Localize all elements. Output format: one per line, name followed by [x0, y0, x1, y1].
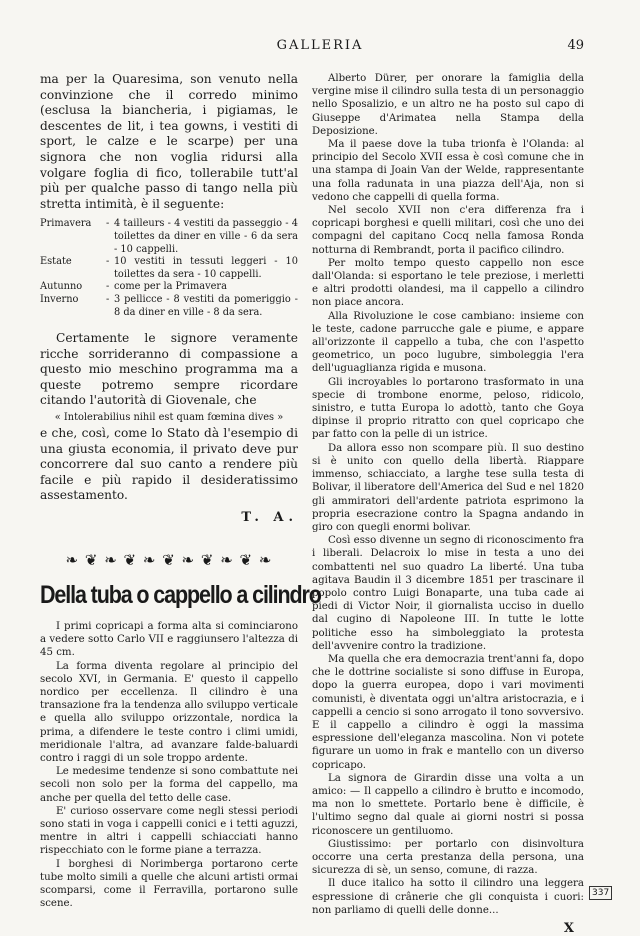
- article-paragraph: La signora de Girardin disse una volta a un amico: — Il cappello a cilindro è brutto e incomodo, ma non lo smettete. Portarlo bene è difficile, è l'ultimo segno dal quale ai giorni nostri si possa riconoscere un gentiluomo.: [312, 772, 584, 837]
- article-paragraph: Il duce italico ha sotto il cilindro una leggera espressione di crânerie che gli conquista i cuori: non parliamo di quelli delle donne...: [312, 878, 584, 916]
- intro-paragraph: ma per la Quaresima, son venuto nella convinzione che il corredo minimo (esclusa la biancheria, i pigiamas, le descentes de lit, i tea gowns, i vestiti di sport, le calze e le scarpe) per una signora che non voglia ridursi alla volgare foglia di fico, tollerabile tutt'al più per qualche passo di tango nella più stretta intimità, è il seguente:: [40, 72, 298, 211]
- article-paragraph: Per molto tempo questo cappello non esce dall'Olanda: si esportano le tele preziose, i merletti e altri prodotti olandesi, ma il cappello a cilindro non piace ancora.: [312, 257, 584, 309]
- season-row: Primavera - 4 tailleurs - 4 vestiti da passeggio - 4 toilettes da diner en ville - 6 da sera - 10 cappelli.: [40, 218, 298, 255]
- season-row: Autunno - come per la Primavera: [40, 281, 298, 294]
- article-title: Della tuba o cappello a cilindro: [40, 581, 321, 610]
- decorative-ornament: ❧ ❦ ❧ ❦ ❧ ❦ ❧ ❦ ❧ ❦ ❧: [65, 551, 273, 570]
- page-header: [0, 38, 640, 58]
- body-paragraph: Certamente le signore veramente ricche sorrideranno di compassione a questo mio meschino programma ma a queste potremo sempre ricordare citando l'autorità di Giovenale, che: [40, 331, 298, 408]
- season-items: 4 tailleurs - 4 vestiti da passeggio - 4 toilettes da diner en ville - 6 da sera - 10 cappelli.: [114, 218, 298, 255]
- author-signature: T. A.: [241, 510, 298, 526]
- article-paragraph: I borghesi di Norimberga portarono certe tube molto simili a quelle che alcuni artisti ormai scomparsi, come il Ferravilla, portarono sulle scene.: [40, 858, 298, 910]
- season-label: Autunno: [40, 281, 83, 293]
- article-paragraph: La forma diventa regolare al principio del secolo XVI, in Germania. E' questo il cappello nordico per eccellenza. Il cilindro è una transazione fra la tendenza allo sviluppo verticale e quella allo sviluppo orizzontale, nordica la prima, a difendere le teste contro i climi umidi, meridionale l'altra, ad avanzare falde-baluardi contro i raggi di un sole troppo ardente.: [40, 660, 298, 765]
- season-row: Estate - 10 vestiti in tessuti leggeri - 10 toilettes da sera - 10 cappelli.: [40, 256, 298, 280]
- season-items: 3 pellicce - 8 vestiti da pomeriggio - 8 da diner en ville - 8 da sera.: [114, 293, 298, 318]
- article-paragraph: Gli incroyables lo portarono trasformato in una specie di trombone enorme, peloso, ridicolo, sinistro, e tutta Europa lo adottò, tanto che Goya dipinse il proprio ritratto con quel copricapo che par fatto con la pelle di un istrice.: [312, 376, 584, 441]
- season-label: Primavera: [40, 218, 92, 230]
- season-items: 10 vestiti in tessuti leggeri - 10 toilettes da sera - 10 cappelli.: [114, 256, 298, 280]
- season-label: Inverno: [40, 293, 79, 305]
- article-signature: X: [563, 921, 574, 936]
- running-title: GALLERIA: [276, 38, 364, 53]
- article-paragraph: Le medesime tendenze si sono combattute nei secoli non solo per la forma del cappello, ma anche per quella del tetto delle case.: [40, 766, 298, 804]
- latin-epigraph: « Intolerabilius nihil est quam fœmina dives »: [54, 412, 284, 424]
- article-paragraph: Alla Rivoluzione le cose cambiano: insieme con le teste, cadone parrucche gale e piume, e appare all'orizzonte il cappello a tuba, che con l'aspetto geometrico, un poco lugubre, simboleggia l'era dell'uguaglianza rigida e musona.: [312, 310, 584, 375]
- article-paragraph: Giustissimo: per portarlo con disinvoltura occorre una certa prestanza della persona, una sicurezza di sè, un senso, comune, di razza.: [312, 838, 584, 877]
- archive-stamp: 337: [589, 886, 612, 900]
- article-paragraph: E' curioso osservare come negli stessi periodi sono stati in voga i cappelli conici e i tetti aguzzi, mentre in altri i cappelli schiacciati hanno rispecchiato con le forme piane a terrazza.: [40, 805, 298, 857]
- season-label: Estate: [40, 256, 72, 268]
- article-paragraph: Nel secolo XVII non c'era differenza fra i copricapi borghesi e quelli militari, così che uno dei compagni del capitano Cocq nella famosa Ronda notturna di Rembrandt, porta il pacifico cilindro.: [312, 205, 584, 256]
- article-paragraph: Alberto Dürer, per onorare la famiglia della vergine mise il cilindro sulla testa di un personaggio nello Sposalizio, e un altro ne ha posto sul capo di Giuseppe d'Arimatea nella Stampa della Deposizione.: [312, 73, 584, 137]
- left-column: [40, 72, 321, 911]
- article-paragraph: Ma il paese dove la tuba trionfa è l'Olanda: al principio del Secolo XVII essa è così comune che in una stampa di Joain Van der Welde, rappresentante una folla radunata in una piazza dell'Aja, non si vedono che cappelli di quella forma.: [312, 139, 584, 203]
- body-paragraph: e che, così, come lo Stato dà l'esempio di una giusta economia, il privato deve pur concorrere dal suo canto a rendere più facile e più rapido il desideratissimo assestamento.: [40, 426, 298, 503]
- season-row: Inverno - 3 pellicce - 8 vestiti da pomeriggio - 8 da diner en ville - 8 da sera.: [40, 293, 298, 318]
- article-paragraph: Così esso divenne un segno di riconoscimento fra i liberali. Delacroix lo mise in testa a uno dei combattenti nel suo quadro La liberté. Una tuba agitava Baudin il 3 dicembre 1851 per trascinare il popolo contro Luigi Bonaparte, una tuba cade ai piedi di Victor Noir, il giornalista ucciso in duello dal cugino di Napoleone III. In tutte le lotte politiche esso ha simboleggiato la protesta dell'avvenire contro la tradizione.: [312, 535, 584, 652]
- article-paragraph: I primi copricapi a forma alta si cominciarono a vedere sotto Carlo VII e raggiunsero l'altezza di 45 cm.: [40, 621, 298, 659]
- article-paragraph: Ma quella che era democrazia trent'anni fa, dopo che le dottrine socialiste si sono diffuse in Europa, dopo la guerra europea, dopo i vari movimenti comunisti, è diventata oggi un'altra aristocrazia, e i cappelli a cencio si sono arrogato il tono sovversivo. E il cappello a cilindro è oggi la massima espressione dell'eleganza mascolina. Non vi potete figurare un uomo in frak e mantello con un diverso copricapo.: [312, 653, 584, 771]
- season-items: come per la Primavera: [114, 281, 227, 293]
- page-number: 49: [567, 38, 584, 53]
- right-column: [312, 72, 584, 936]
- article-paragraph: Da allora esso non scompare più. Il suo destino si è unito con quello della libertà. Riappare immenso, schiacciato, a larghe tese sulla testa di Bolivar, il liberatore dell'America del Sud e nel 1820 gli ammiratori dell'ardente patriota esprimono la propria esecrazione contro la Spagna andando in giro con quegli enormi bolivar.: [312, 442, 584, 533]
